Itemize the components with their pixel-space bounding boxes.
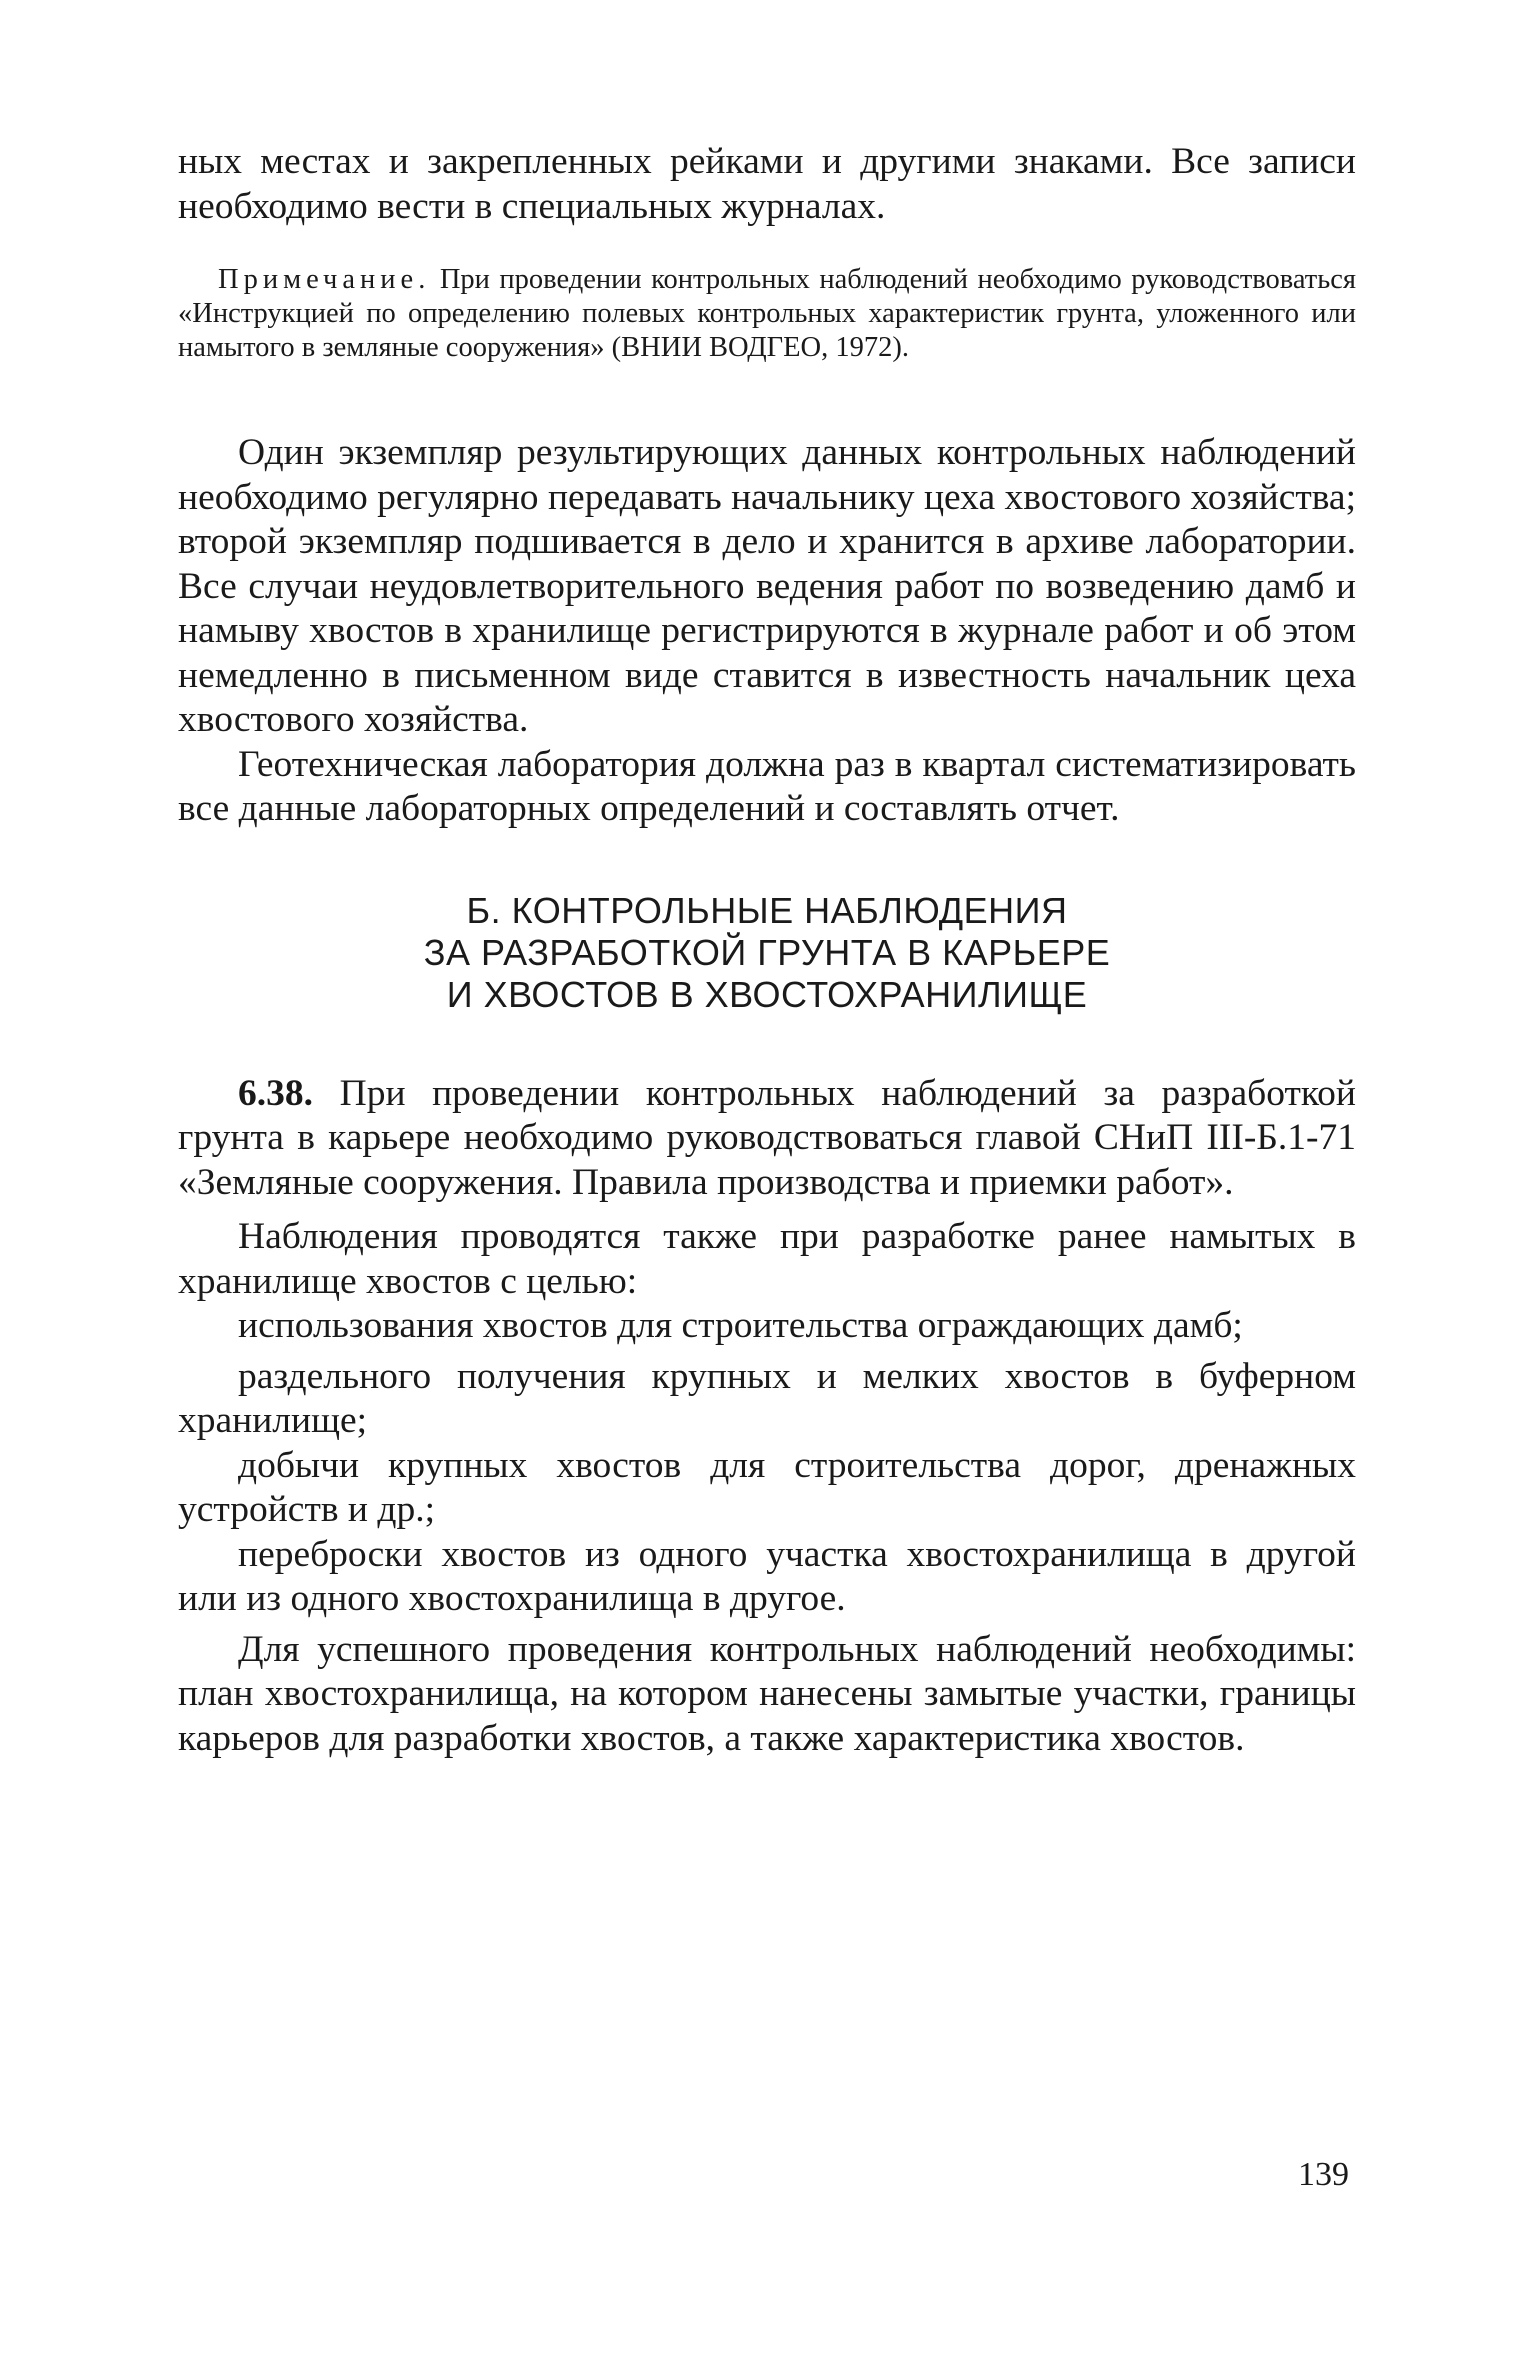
heading-line-2: ЗА РАЗРАБОТКОЙ ГРУНТА В КАРЬЕРЕ [423, 931, 1111, 973]
top-paragraph: ных местах и закрепленных рейками и другими знаками. Все записи необходимо вести в специальных журналах. [178, 141, 1356, 227]
note-label: Примечание. [218, 264, 431, 295]
purpose-item: добычи крупных хвостов для строительства дорог, дренажных устройств и др.; [178, 1444, 1356, 1530]
body-paragraph-copies: Один экземпляр результирующих данных контрольных наблюдений необходимо регулярно передавать начальнику цеха хвостового хозяйства; второй экземпляр подшивается в дело и хранится в архиве лаборатории. Все случаи неудовлетворительного ведения работ по возведению дамб и намыву хвостов в хранилище регистрируются в журнале работ и об этом немедленно в письменном виде ставится в известность начальник цеха хвостового хозяйства. [178, 432, 1356, 740]
document-page [178, 140, 1356, 1761]
section-number: 6.38. [238, 1072, 313, 1114]
heading-line-3: И ХВОСТОВ В ХВОСТОХРАНИЛИЩЕ [446, 973, 1088, 1015]
purpose-item: использования хвостов для строительства ограждающих дамб; [238, 1305, 1243, 1346]
note-paragraph [178, 263, 1356, 365]
heading-line-1: Б. КОНТРОЛЬНЫЕ НАБЛЮДЕНИЯ [466, 889, 1068, 931]
purpose-item: переброски хвостов из одного участка хвостохранилища в другой или из одного хвостохранилища в другое. [178, 1533, 1356, 1619]
purpose-item: раздельного получения крупных и мелких хвостов в буферном хранилище; [178, 1355, 1356, 1441]
page-number: 139 [1298, 2156, 1349, 2193]
section-heading [178, 890, 1356, 1016]
body-paragraph-lab: Геотехническая лаборатория должна раз в квартал систематизировать все данные лабораторных определений и составлять отчет. [178, 743, 1356, 829]
section-paragraph [178, 1072, 1356, 1206]
final-paragraph: Для успешного проведения контрольных наблюдений необходимы: план хвостохранилища, на котором нанесены замытые участки, границы карьеров для разработки хвостов, а также характеристика хвостов. [178, 1628, 1356, 1759]
section-text: При проведении контрольных наблюдений за разработкой грунта в карьере необходимо руководствоваться главой СНиП III-Б.1-71 «Земляные сооружения. Правила производства и приемки работ». [178, 1072, 1357, 1203]
observations-intro: Наблюдения проводятся также при разработке ранее намытых в хранилище хвостов с целью: [178, 1216, 1356, 1302]
note-text: При проведении контрольных наблюдений необходимо руководствоваться «Инструкцией по определению полевых контрольных характеристик грунта, уложенного или намытого в земляные сооружения» (ВНИИ ВОДГЕО, 1972). [178, 264, 1357, 363]
